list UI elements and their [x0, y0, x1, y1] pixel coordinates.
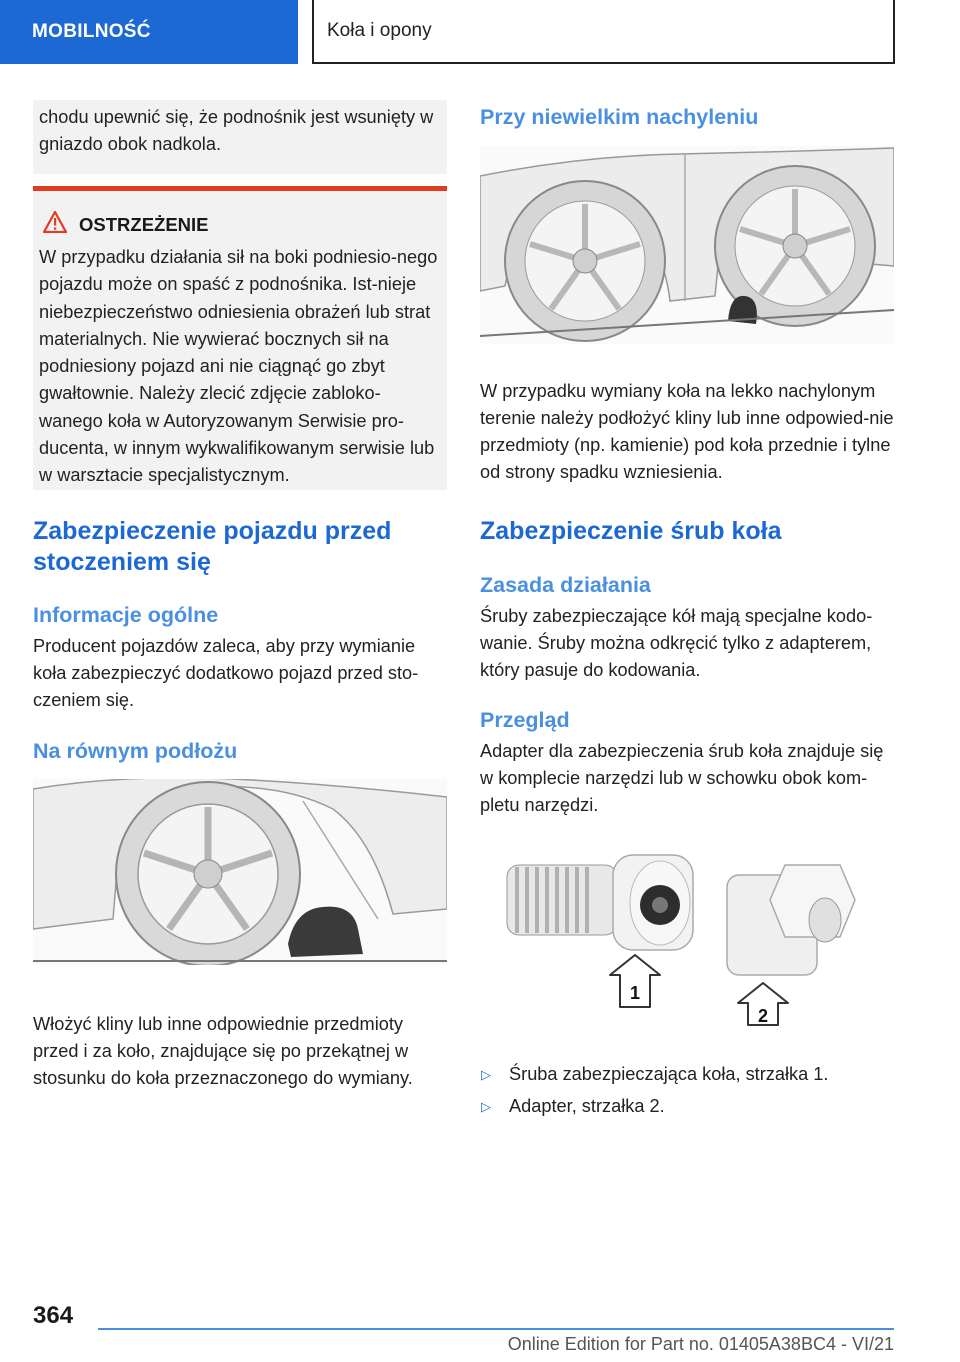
level-ground-text: Włożyć kliny lub inne odpowiednie przedmioty przed i za koło, znajdujące się po przekątnej w stosunku do koła przeznaczonego do wymiany.: [33, 1014, 413, 1088]
subheading-level-ground: Na równym podłożu: [33, 739, 238, 763]
bullet-triangle-icon: ▷: [481, 1066, 491, 1082]
principle-text: Śruby zabezpieczające kół mają specjalne kodo-wanie. Śruby można odkręcić tylko z adapterem, który pasuje do kodowania.: [480, 606, 873, 680]
subheading-principle: Zasada działania: [480, 573, 651, 597]
adapter-shape: [727, 865, 855, 975]
continued-text-box: [33, 100, 447, 174]
wheel-lock-adapter-illustration: [495, 845, 885, 1030]
footer-rule: [98, 1328, 894, 1330]
chapter-tab: Koła i opony: [312, 0, 895, 64]
bullet-triangle-icon: ▷: [481, 1098, 491, 1114]
overview-text: Adapter dla zabezpieczenia śrub koła znajduje się w komplecie narzędzi lub w schowku obok kom-pletu narzędzi.: [480, 741, 884, 815]
general-info-text: Producent pojazdów zaleca, aby przy wymianie koła zabezpieczyć dodatkowo pojazd przed sto-czeniem się.: [33, 636, 419, 710]
slope-wheels-illustration: [480, 146, 894, 344]
warning-text: W przypadku działania sił na boki podniesio-nego pojazdu może on spaść z podnośnika. Ist-nieje niebezpieczeństwo odniesienia obrażeń lub strat materialnych. Nie wywierać bocznych sił na podniesiony pojazd ani nie ciągnąć go zbyt gwałtownie. Należy zlecić zdjęcie zabloko-wanego koła w Autoryzowanym Serwisie pro-ducenta, w innym wykwalifikowanym serwisie lub w warsztacie specjalistycznym.: [39, 247, 438, 486]
bullet-item: [481, 1064, 828, 1085]
arrow-1-label: 1: [629, 983, 641, 1003]
page-number: 364: [33, 1302, 74, 1329]
bullet-text: Adapter, strzałka 2.: [509, 1096, 665, 1116]
subheading-overview: Przegląd: [480, 708, 570, 732]
section-heading-wheel-locks: Zabezpieczenie śrub koła: [480, 517, 782, 545]
subheading-general-info: Informacje ogólne: [33, 603, 219, 627]
section-heading-roll-away: Zabezpieczenie pojazdu przed stoczeniem się: [33, 517, 392, 576]
subheading-slight-slope: Przy niewielkim nachyleniu: [480, 105, 759, 129]
edition-text: Online Edition for Part no. 01405A38BC4 - VI/21: [507, 1334, 894, 1354]
slope-text: W przypadku wymiany koła na lekko nachylonym terenie należy podłożyć kliny lub inne odpowied-nie przedmioty (np. kamienie) pod koła przednie i tylne od strony spadku wzniesienia.: [480, 381, 894, 482]
lock-bolt-shape: [507, 855, 693, 950]
warning-box: [33, 191, 447, 490]
arrow-2-label: 2: [757, 1006, 769, 1026]
bullet-item: [481, 1096, 665, 1117]
warning-triangle-icon: [43, 211, 67, 238]
warning-title: OSTRZEŻENIE: [79, 213, 209, 235]
bullet-text: Śruba zabezpieczająca koła, strzałka 1.: [509, 1064, 829, 1084]
level-ground-wheel-illustration: [33, 779, 447, 965]
continued-text: chodu upewnić się, że podnośnik jest wsunięty w gniazdo obok nadkola.: [39, 107, 434, 154]
warning-header: [33, 191, 447, 238]
section-tab: MOBILNOŚĆ: [0, 0, 298, 64]
